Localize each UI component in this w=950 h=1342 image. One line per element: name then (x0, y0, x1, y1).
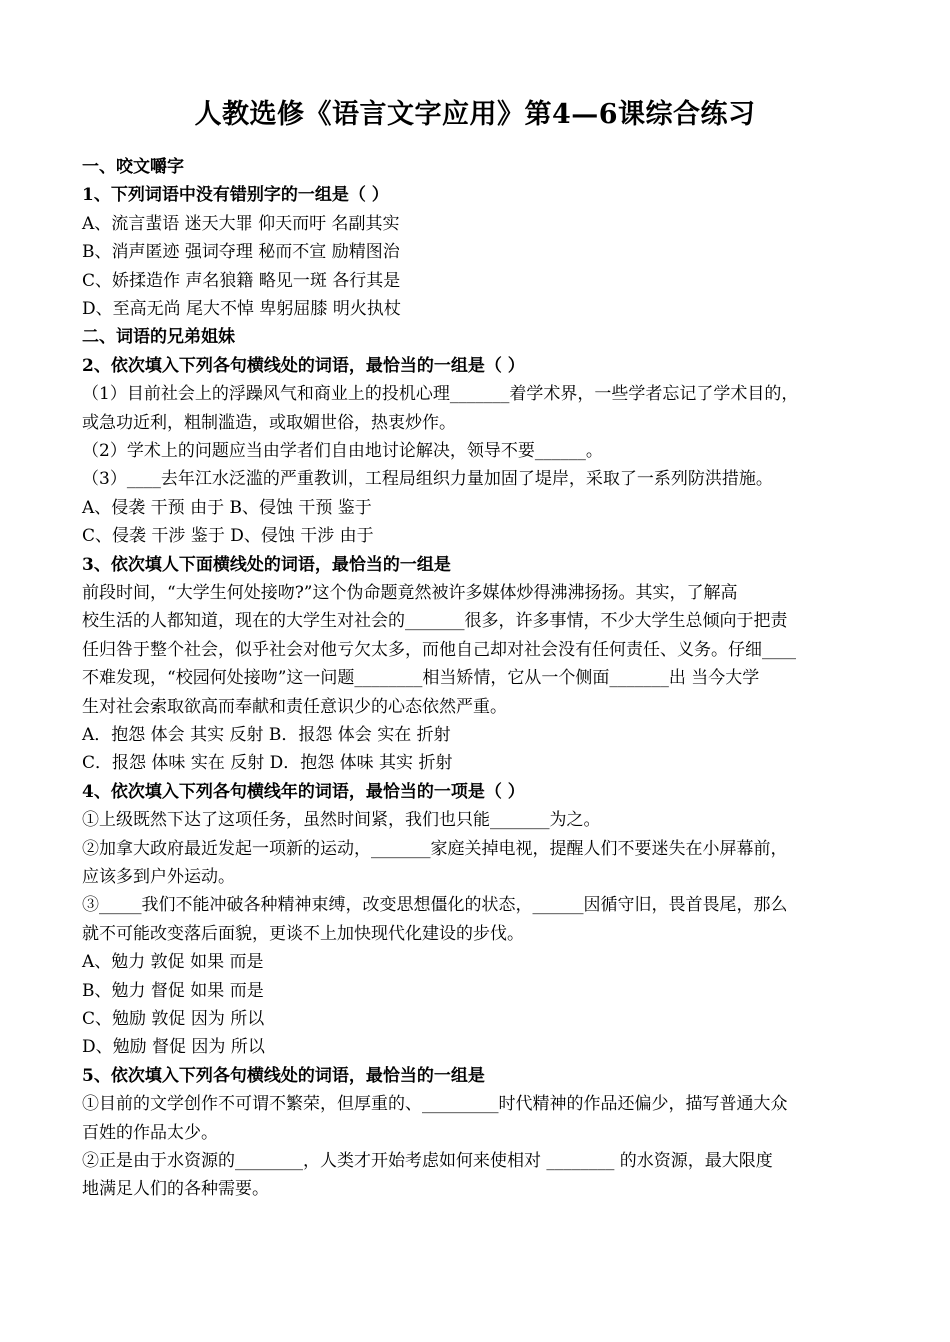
text-line: 前段时间，“大学生何处接吻?”这个伪命题竟然被许多媒体炒得沸沸扬扬。其实，了解高 (82, 583, 738, 603)
text-line: 或急功近利，粗制滥造，或取媚世俗，热衷炒作。 (82, 412, 456, 433)
text-line: ③_____我们不能冲破各种精神束缚，改变思想僵化的状态，______因循守旧，畏首畏尾，那么 (82, 895, 788, 916)
section-heading: 5、依次填入下列各句横线处的词语，最恰当的一组是 (82, 1065, 485, 1086)
section-heading: 3、依次填人下面横线处的词语，最恰当的一组是 (82, 554, 451, 575)
text-line: A、侵袭 干预 由于 B、侵蚀 干预 鉴于 (82, 497, 372, 518)
section-heading: 4、依次填入下列各句横线年的词语，最恰当的一项是（ ） (82, 781, 525, 802)
text-line: （1）目前社会上的浮躁风气和商业上的投机心理_______着学术界，一些学者忘记了学术目的， (82, 384, 799, 405)
section-heading: 二、词语的兄弟姐妹 (82, 327, 235, 348)
text-line: ②正是由于水资源的________，人类才开始考虑如何来使相对 ________ 的水资源，最大限度 (82, 1151, 773, 1171)
text-line: 不难发现，“校园何处接吻”这一问题________相当矫情，它从一个侧面_______出 当今大学 (82, 668, 760, 689)
text-line: C、勉励 敦促 因为 所以 (82, 1009, 265, 1029)
text-line: D、勉励 督促 因为 所以 (82, 1037, 265, 1058)
text-line: 就不可能改变落后面貌，更谈不上加快现代化建设的步伐。 (82, 923, 524, 944)
text-line: 生对社会索取欲高而奉献和责任意识少的心态依然严重。 (82, 696, 507, 717)
section-heading: 一、咬文嚼字 (82, 157, 184, 177)
text-line: （2）学术上的问题应当由学者们自由地讨论解决，领导不要______。 (82, 441, 603, 461)
text-line: 百姓的作品太少。 (82, 1122, 218, 1143)
text-line: C．报怨 体味 实在 反射 D．抱怨 体味 其实 折射 (82, 753, 453, 774)
text-line: B、勉力 督促 如果 而是 (82, 980, 264, 1001)
text-line: （3）____去年江水泛滥的严重教训，工程局组织力量加固了堤岸，采取了一系列防洪措施。 (82, 469, 773, 490)
text-line: C、侵袭 干涉 鉴于 D、侵蚀 干涉 由于 (82, 526, 374, 547)
section-heading: 1、下列词语中没有错别字的一组是（ ） (82, 185, 389, 206)
page-title: 人教选修《语言文字应用》第4—6课综合练习 (194, 99, 756, 130)
text-line: D、至高无尚 尾大不悼 卑躬屈膝 明火执杖 (82, 299, 401, 319)
text-line: ①上级既然下达了这项任务，虽然时间紧，我们也只能_______为之。 (82, 810, 601, 831)
text-line: ①目前的文学创作不可谓不繁荣，但厚重的、_________时代精神的作品还偏少，描写普通大众 (82, 1094, 788, 1115)
text-line: A、流言蜚语 迷天大罪 仰天而吁 名副其实 (82, 213, 400, 234)
text-line: C、娇揉造作 声名狼籍 略见一斑 各行其是 (82, 270, 401, 291)
text-line: 校生活的人都知道，现在的大学生对社会的_______很多，许多事情，不少大学生总倾向于把责 (82, 611, 788, 632)
text-line: 任归咎于整个社会，似乎社会对他亏欠太多，而他自己却对社会没有任何责任、义务。仔细____ (82, 639, 796, 660)
text-line: 地满足人们的各种需要。 (82, 1179, 269, 1200)
text-line: B、消声匿迹 强词夺理 秘而不宣 励精图治 (82, 242, 400, 263)
text-line: 应该多到户外运动。 (82, 867, 235, 887)
text-line: A、勉力 敦促 如果 而是 (82, 952, 264, 973)
text-line: A．抱怨 体会 其实 反射 B．报怨 体会 实在 折射 (82, 725, 451, 745)
section-heading: 2、依次填入下列各句横线处的词语，最恰当的一组是（ ） (82, 355, 525, 376)
text-line: ②加拿大政府最近发起一项新的运动，_______家庭关掉电视，提醒人们不要迷失在小屏幕前， (82, 838, 788, 859)
